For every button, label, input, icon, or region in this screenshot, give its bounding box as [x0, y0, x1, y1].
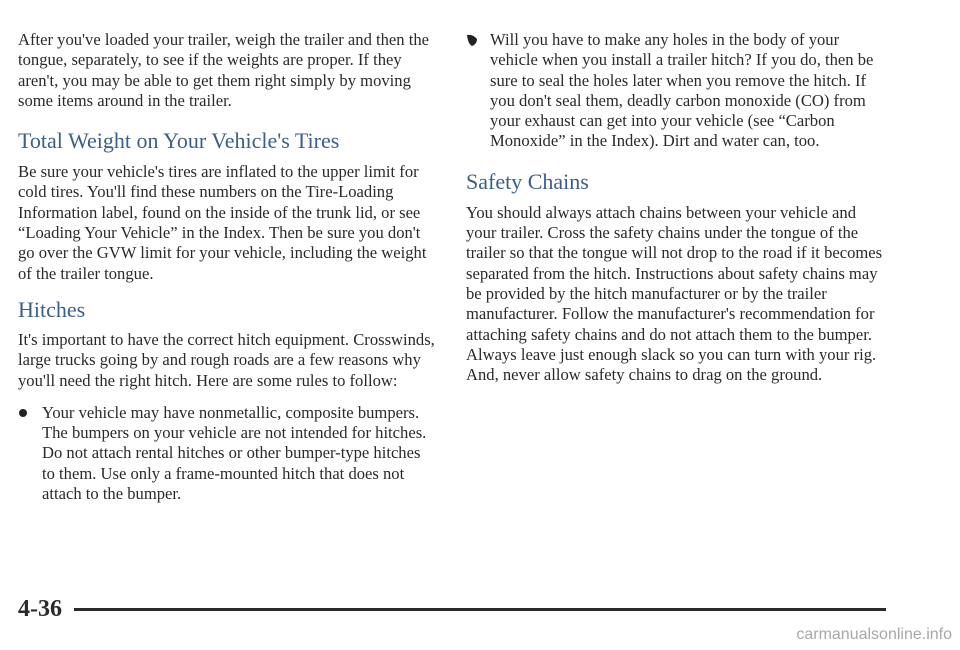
- right-column: [466, 30, 886, 385]
- page-number: 4-36: [18, 596, 62, 622]
- heading-total-weight: Total Weight on Your Vehicle's Tires: [18, 128, 340, 154]
- bullet-item-bumpers: [18, 403, 436, 504]
- hitches-paragraph: It's important to have the correct hitch equipment. Crosswinds, large trucks going by and rough roads are a few reasons why you'll need the right hitch. Here are some rules to follow:: [18, 329, 435, 390]
- bullet-item-holes: [466, 30, 886, 152]
- footer-divider: [74, 608, 886, 611]
- watermark-text[interactable]: carmanualsonline.info: [796, 626, 952, 643]
- bullet-text-holes: Will you have to make any holes in the body of your vehicle when you install a trailer hitch? If you do, then be sure to seal the holes later when you remove the hitch. If you don't seal them, deadly carbon monoxide (CO) from your exhaust can get into your vehicle (see “Carbon Monoxide” in the Index). Dirt and water can, too.: [490, 30, 874, 151]
- bullet-text-bumpers: Your vehicle may have nonmetallic, composite bumpers. The bumpers on your vehicle are not intended for hitches. Do not attach rental hitches or other bumper-type hitches to them. Use only a frame-mounted hitch that does not attach to the bumper.: [42, 402, 427, 504]
- left-column: [18, 30, 436, 504]
- safety-chains-paragraph: You should always attach chains between your vehicle and your trailer. Cross the safety chains under the tongue of the trailer so that the tongue will not drop to the road if it becomes separated from the hitch. Instructions about safety chains may be provided by the hitch manufacturer or by the trailer manufacturer. Follow the manufacturer's recommendation for attaching safety chains and do not attach them to the bumper. Always leave just enough slack so you can turn with your rig. And, never allow safety chains to drag on the ground.: [466, 202, 883, 385]
- total-weight-paragraph: Be sure your vehicle's tires are inflated to the upper limit for cold tires. You'll find these numbers on the Tire-Loading Information label, found on the inside of the trunk lid, or see “Loading Your Vehicle” in the Index. Then be sure you don't go over the GVW limit for your vehicle, including the weight of the trailer tongue.: [18, 162, 427, 283]
- bullet-icon: [466, 34, 478, 52]
- intro-paragraph: After you've loaded your trailer, weigh the trailer and then the tongue, separately, to see if the weights are proper. If they aren't, you may be able to get them right simply by moving some items around in the trailer.: [18, 30, 430, 110]
- heading-hitches: Hitches: [18, 296, 86, 322]
- heading-safety-chains: Safety Chains: [466, 168, 589, 194]
